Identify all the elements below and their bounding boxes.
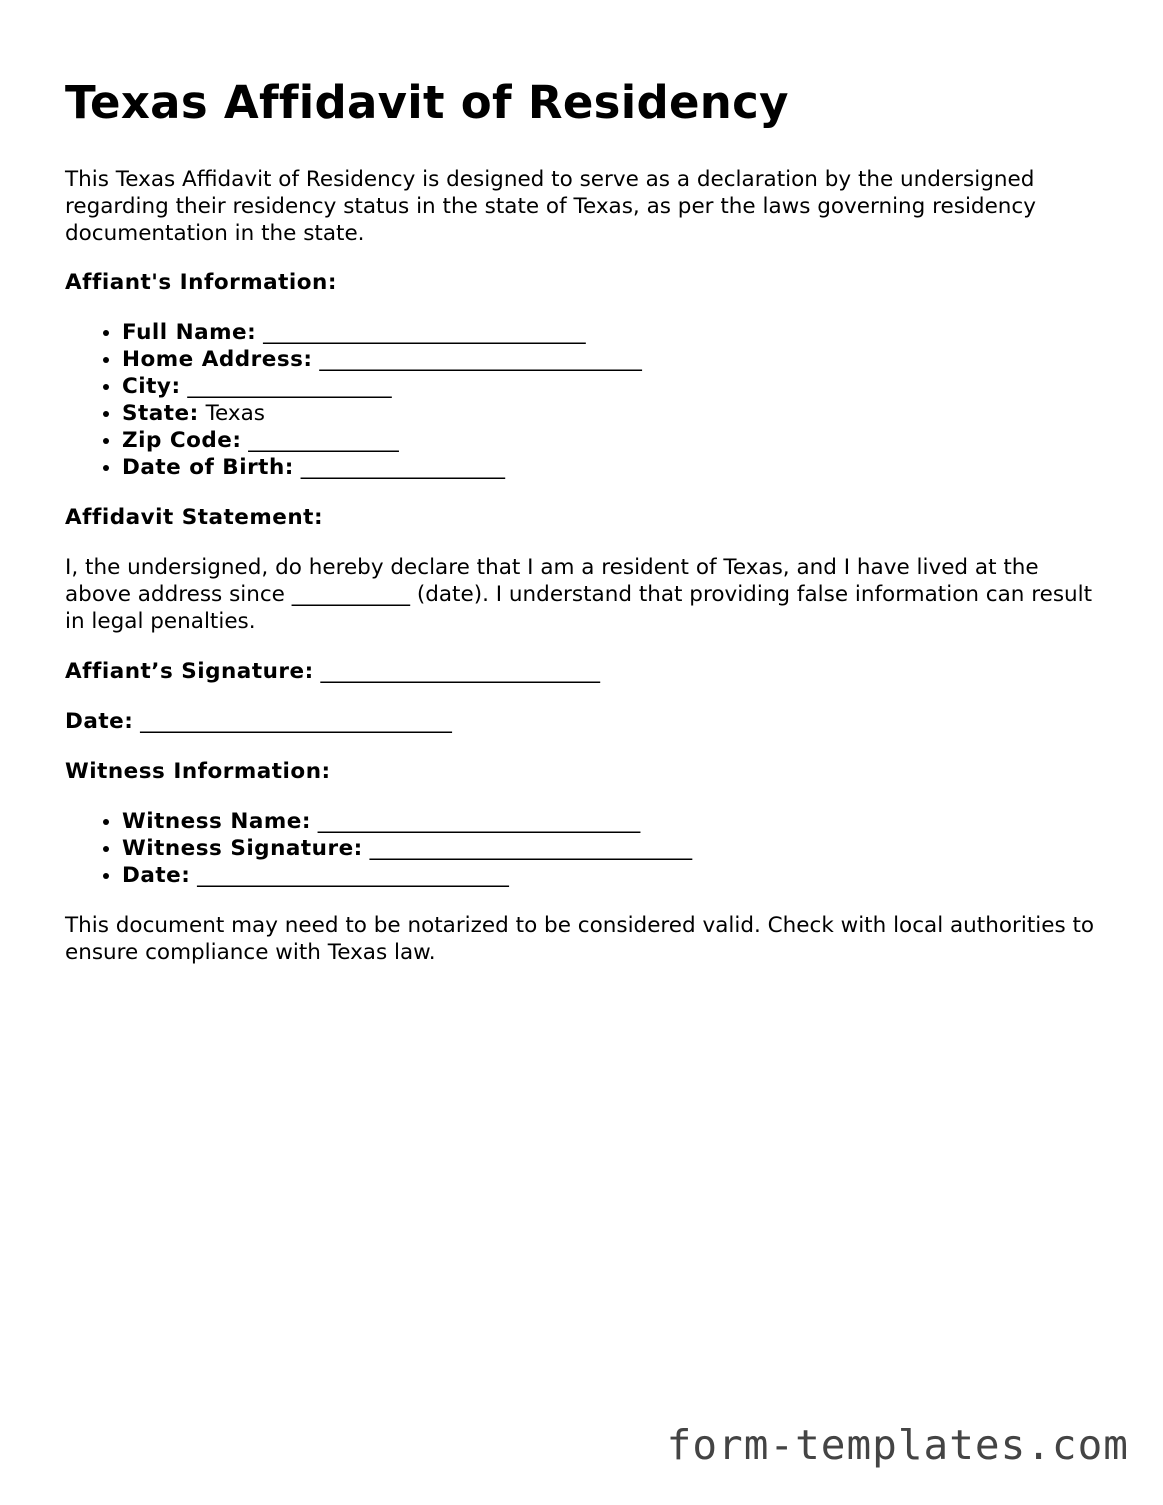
signature-blank: __________________________ (313, 658, 601, 684)
field-value: Texas (198, 400, 265, 426)
field-city (122, 373, 1105, 400)
witness-info-heading: Witness Information: (65, 758, 331, 784)
field-witness-date (122, 862, 1105, 889)
date-label: Date: (65, 708, 134, 734)
field-label: Full Name: (122, 319, 257, 345)
document-page (65, 78, 1105, 966)
field-label: Zip Code: (122, 427, 242, 453)
field-label: State: (122, 400, 199, 426)
field-blank: ______________ (241, 427, 399, 453)
field-label: Home Address: (122, 346, 313, 372)
field-blank: ___________________ (293, 454, 505, 480)
field-blank: ______________________________ (312, 346, 642, 372)
field-full-name (122, 319, 1105, 346)
field-home-address (122, 346, 1105, 373)
field-zip-code (122, 427, 1105, 454)
affiant-date-line (65, 708, 1105, 735)
statement-paragraph: I, the undersigned, do hereby declare that I am a resident of Texas, and I have lived at the above address since ___________ (date). I understand that providing false information can result in legal penalties. (65, 554, 1093, 634)
field-witness-name (122, 808, 1105, 835)
statement-heading: Affidavit Statement: (65, 504, 324, 530)
field-state (122, 400, 1105, 427)
watermark: form-templates.com (666, 1421, 1129, 1469)
field-label: Date of Birth: (122, 454, 294, 480)
field-blank: _____________________________ (190, 862, 509, 888)
field-blank: ______________________________ (362, 835, 693, 861)
date-blank: _____________________________ (133, 708, 452, 734)
field-blank: ___________________ (180, 373, 392, 399)
closing-paragraph: This document may need to be notarized to be considered valid. Check with local authorities to ensure compliance with Texas law. (65, 912, 1095, 965)
field-label: Date: (122, 862, 191, 888)
affiant-info-heading: Affiant's Information: (65, 269, 337, 295)
field-label: Witness Signature: (122, 835, 363, 861)
field-date-of-birth (122, 454, 1105, 481)
document-title: Texas Affidavit of Residency (65, 76, 789, 129)
field-witness-signature (122, 835, 1105, 862)
field-blank: ______________________________ (256, 319, 586, 345)
field-blank: ______________________________ (310, 808, 641, 834)
intro-paragraph: This Texas Affidavit of Residency is designed to serve as a declaration by the undersigned regarding their residency status in the state of Texas, as per the laws governing residency documentation in the state. (65, 166, 1036, 246)
field-label: City: (122, 373, 181, 399)
witness-field-list (65, 808, 1105, 889)
field-label: Witness Name: (122, 808, 311, 834)
affiant-field-list (65, 319, 1105, 481)
signature-label: Affiant’s Signature: (65, 658, 314, 684)
affiant-signature-line (65, 658, 1105, 685)
